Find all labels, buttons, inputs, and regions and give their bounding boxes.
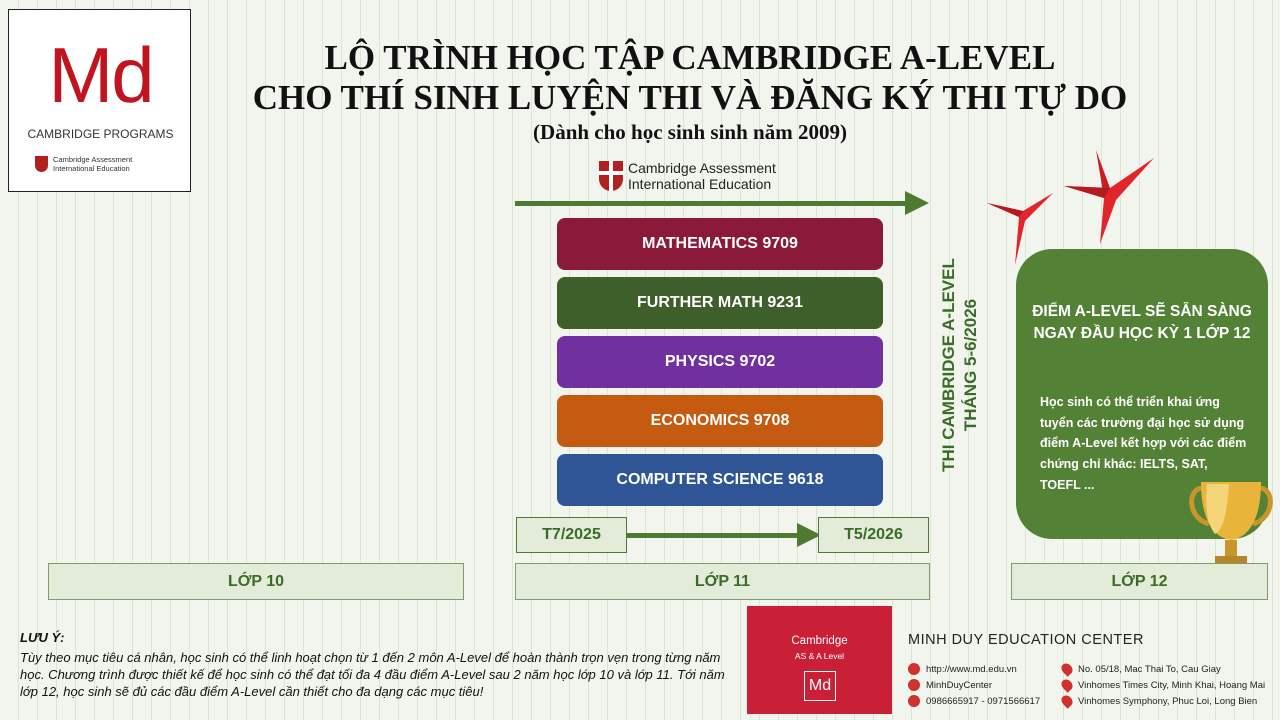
result-card-heading: ĐIỂM A-LEVEL SẼ SẴN SÀNG NGAY ĐẦU HỌC KỲ 1 LỚP 12	[1032, 303, 1252, 343]
location-pin-icon	[1059, 693, 1075, 709]
logo-mark: Md	[48, 31, 153, 119]
subject-further-math: FURTHER MATH 9231	[557, 277, 883, 329]
cambridge-header	[628, 160, 776, 192]
timeline-start: T7/2025	[516, 517, 627, 553]
location-pin-icon	[1059, 661, 1075, 677]
exam-vertical-label	[930, 260, 990, 470]
top-arrow-line	[515, 201, 907, 206]
title-line2: CHO THÍ SINH LUYỆN THI VÀ ĐĂNG KÝ THI TỰ DO	[252, 78, 1128, 117]
address-2: Vinhomes Times City, Minh Khai, Hoang Mai	[1078, 679, 1266, 691]
subject-physics: PHYSICS 9702	[557, 336, 883, 388]
timeline-arrow-line	[627, 533, 799, 538]
address-1: No. 05/18, Mac Thai To, Cau Giay	[1078, 663, 1221, 675]
grade-10-bar: LỚP 10	[48, 563, 464, 600]
note-body: Tùy theo mục tiêu cá nhân, học sinh có thể linh hoạt chọn từ 1 đến 2 môn A-Level để hoàn thành trọn vẹn trong từng năm học. Chương trình được thiết kế để học sinh có thể đạt tối đa 4 đầu điểm A-Level sau 2 năm học lớp 10 và lớp 11. Tới năm lớp 12, học sinh sẽ đủ các đầu điểm A-Level cần thiết cho đa dạng các mục tiêu!	[20, 650, 725, 699]
grade-11-bar: LỚP 11	[515, 563, 930, 600]
brand-card-mark: Md	[804, 671, 836, 701]
website-row	[908, 661, 1058, 677]
address-row-1	[1062, 661, 1277, 677]
facebook-icon	[908, 679, 920, 691]
logo-cambridge-line1: Cambridge Assessment	[53, 155, 133, 164]
subject-mathematics: MATHEMATICS 9709	[557, 218, 883, 270]
paper-bird-large-icon	[1060, 148, 1155, 246]
location-pin-icon	[1059, 677, 1075, 693]
center-name: MINH DUY EDUCATION CENTER	[908, 632, 1144, 648]
globe-icon	[908, 663, 920, 675]
top-arrow-head-icon	[905, 191, 929, 215]
subject-economics: ECONOMICS 9708	[557, 395, 883, 447]
subject-computer-science: COMPUTER SCIENCE 9618	[557, 454, 883, 506]
result-card-body: Học sinh có thể triển khai ứng tuyển các trường đại học sử dụng điểm A-Level kết hợp với các điểm chứng chỉ khác: IELTS, SAT, TOEFL ...	[1040, 395, 1247, 492]
address-3: Vinhomes Symphony, Phuc Loi, Long Bien	[1078, 695, 1258, 707]
logo-cambridge-text	[53, 156, 183, 173]
title-line1: LỘ TRÌNH HỌC TẬP CAMBRIDGE A-LEVEL	[324, 38, 1056, 77]
brand-card-title: Cambridge	[791, 635, 848, 647]
timeline-end: T5/2026	[818, 517, 929, 553]
cambridge-crest-icon	[599, 161, 623, 191]
cambridge-shield-icon	[35, 156, 48, 172]
logo-box	[8, 9, 191, 192]
cambridge-header-line2: International Education	[628, 176, 772, 193]
phone-row	[908, 693, 1058, 709]
brand-card	[747, 606, 892, 714]
grade-12-bar: LỚP 12	[1011, 563, 1268, 600]
subtitle: (Dành cho học sinh sinh năm 2009)	[533, 120, 847, 144]
center-contacts-left	[908, 661, 1058, 709]
cambridge-header-line1: Cambridge Assessment	[628, 160, 776, 176]
logo-cambridge-line2: International Education	[53, 163, 130, 173]
facebook-row	[908, 677, 1058, 693]
note-title: LƯU Ý:	[20, 630, 65, 645]
exam-line2: THÁNG 5-6/2026	[961, 298, 980, 432]
address-row-2	[1062, 677, 1277, 693]
logo-programs: CAMBRIDGE PROGRAMS	[27, 127, 174, 141]
address-row-3	[1062, 693, 1277, 709]
exam-line1: THI CAMBRIDGE A-LEVEL	[938, 258, 958, 472]
phone-text: 0986665917 - 0971566617	[926, 695, 1041, 707]
website-link[interactable]: http://www.md.edu.vn	[926, 663, 1017, 675]
center-contacts-right	[1062, 661, 1277, 709]
phone-icon	[908, 695, 920, 707]
facebook-link[interactable]: MinhDuyCenter	[926, 679, 992, 691]
brand-card-subtitle: AS & A Level	[794, 651, 845, 661]
